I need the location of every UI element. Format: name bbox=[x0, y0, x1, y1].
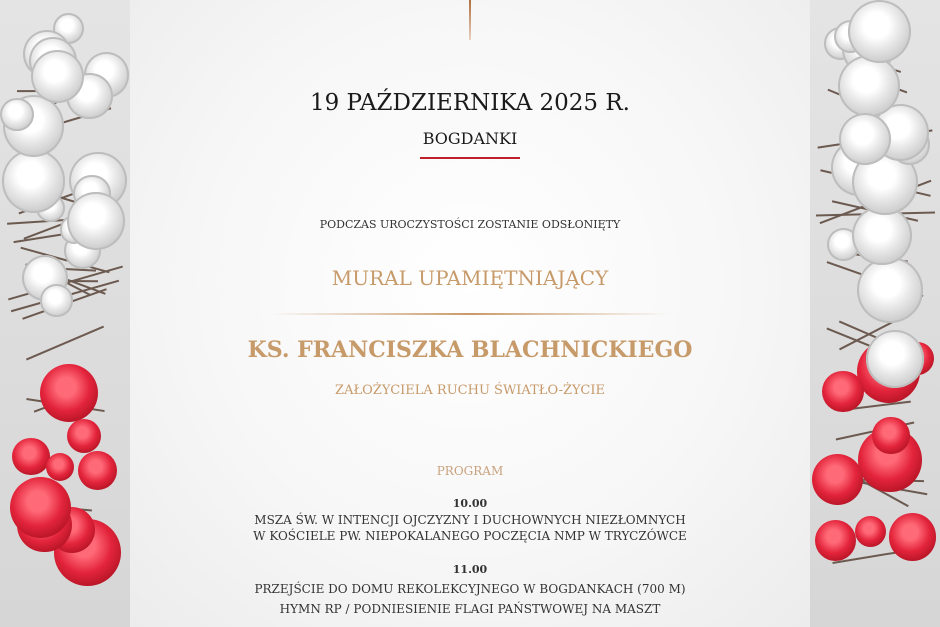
white-rose bbox=[40, 284, 72, 316]
program-heading: PROGRAM bbox=[436, 464, 504, 478]
mural-title: MURAL UPAMIĘTNIAJĄCY bbox=[331, 266, 609, 290]
white-rose bbox=[2, 149, 66, 213]
red-rose bbox=[815, 520, 856, 561]
red-rose bbox=[12, 438, 49, 475]
event-place: BOGDANKI bbox=[422, 129, 518, 148]
white-rose bbox=[857, 257, 922, 322]
white-rose bbox=[67, 192, 125, 250]
flower-decoration-left bbox=[0, 0, 130, 627]
white-rose bbox=[839, 113, 891, 165]
program-time: 11.00 bbox=[452, 563, 488, 576]
white-rose bbox=[852, 206, 911, 265]
flower-decoration-right bbox=[810, 0, 940, 627]
white-rose bbox=[31, 50, 84, 103]
program-line: HYMN RP / PODNIESIENIE FLAGI PAŃSTWOWEJ NA MASZT bbox=[279, 602, 661, 616]
branch bbox=[26, 325, 104, 360]
white-rose bbox=[866, 330, 924, 388]
red-rose bbox=[40, 364, 98, 422]
red-rose bbox=[889, 513, 936, 560]
intro-text: PODCZAS UROCZYSTOŚCI ZOSTANIE ODSŁONIĘTY bbox=[319, 218, 621, 231]
program-line: MSZA ŚW. W INTENCJI OJCZYZNY I DUCHOWNYCH NIEZŁOMNYCH bbox=[254, 513, 686, 527]
event-date: 19 PAŹDZIERNIKA 2025 R. bbox=[309, 90, 630, 116]
red-rose bbox=[78, 451, 117, 490]
red-rose bbox=[812, 454, 863, 505]
person-name: KS. FRANCISZKA BLACHNICKIEGO bbox=[247, 337, 693, 363]
program-time: 10.00 bbox=[452, 497, 488, 510]
gold-divider bbox=[270, 313, 670, 315]
white-rose bbox=[0, 98, 33, 131]
program-line: PRZEJŚCIE DO DOMU REKOLEKCYJNEGO W BOGDANKACH (700 M) bbox=[254, 582, 686, 596]
red-rose bbox=[67, 419, 101, 453]
white-rose bbox=[848, 0, 911, 63]
poster bbox=[130, 0, 810, 627]
red-rose bbox=[46, 453, 74, 481]
white-rose bbox=[838, 55, 900, 117]
top-decorative-line bbox=[469, 0, 471, 40]
red-rose bbox=[872, 417, 909, 454]
red-rose bbox=[855, 516, 886, 547]
red-divider bbox=[420, 157, 520, 159]
red-rose bbox=[10, 477, 71, 538]
red-rose bbox=[822, 371, 863, 412]
person-role: ZAŁOŻYCIELA RUCHU ŚWIATŁO-ŻYCIE bbox=[335, 383, 605, 398]
program-line: W KOŚCIELE PW. NIEPOKALANEGO POCZĘCIA NMP W TRYCZÓWCE bbox=[253, 529, 687, 543]
